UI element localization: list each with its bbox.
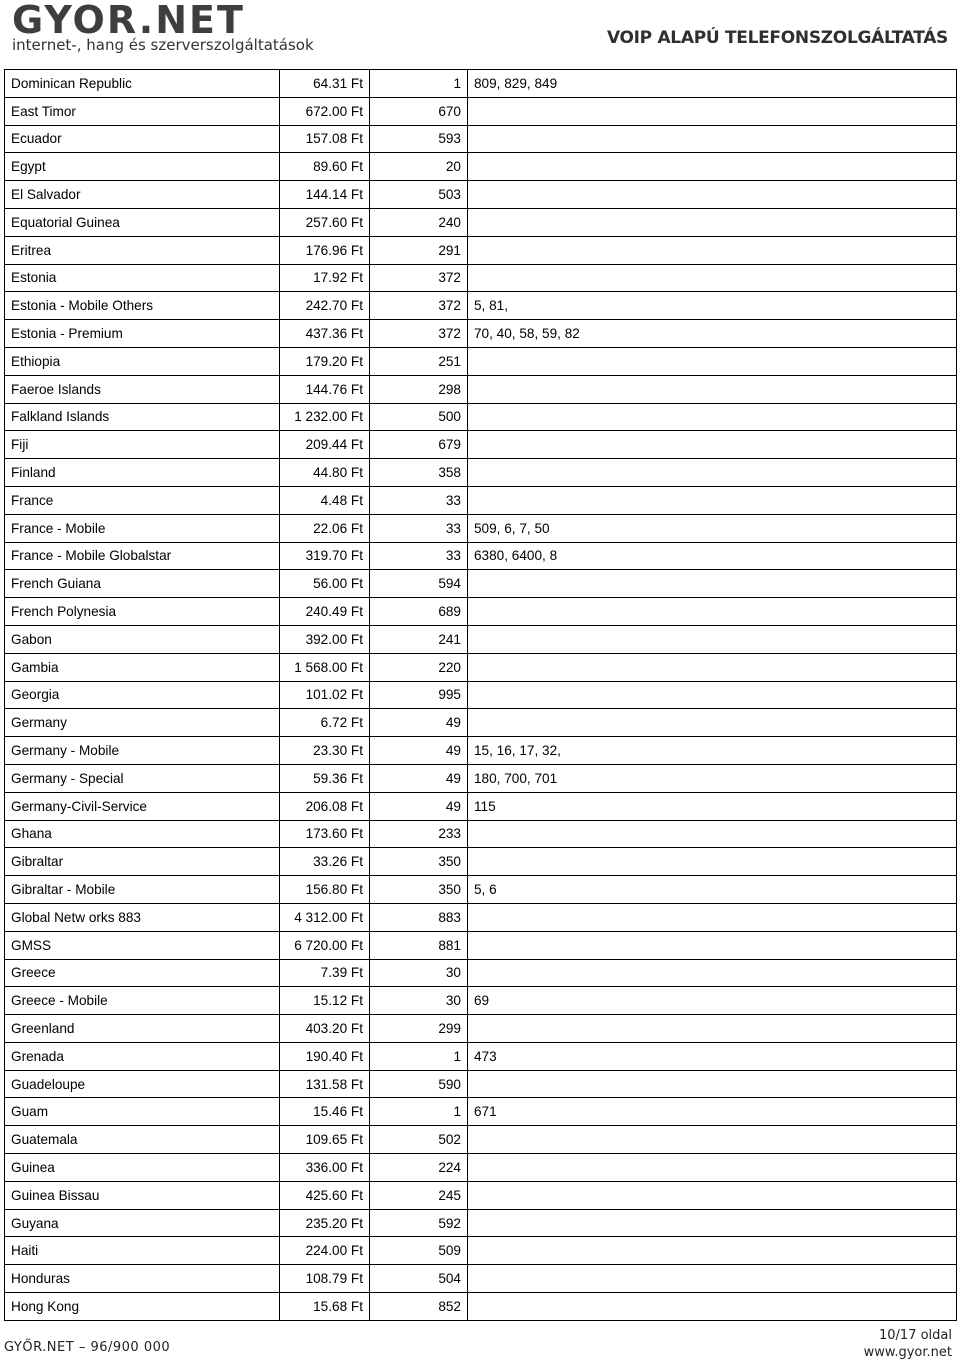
rate-area-codes: [468, 931, 957, 959]
rate-prefix: 1: [370, 1098, 468, 1126]
rate-price: 101.02 Ft: [280, 681, 370, 709]
rate-prefix: 241: [370, 625, 468, 653]
website-link[interactable]: www.gyor.net: [863, 1345, 952, 1360]
rate-country: El Salvador: [5, 181, 280, 209]
rate-price: 173.60 Ft: [280, 820, 370, 848]
table-row: [5, 653, 957, 681]
rate-country: Gabon: [5, 625, 280, 653]
rate-prefix: 220: [370, 653, 468, 681]
rate-price: 144.14 Ft: [280, 181, 370, 209]
rate-price: 7.39 Ft: [280, 959, 370, 987]
rate-country: Germany - Special: [5, 764, 280, 792]
rate-area-codes: [468, 625, 957, 653]
rate-area-codes: [468, 375, 957, 403]
table-row: [5, 403, 957, 431]
rate-area-codes: 5, 81,: [468, 292, 957, 320]
rate-prefix: 224: [370, 1154, 468, 1182]
rate-country: Estonia - Premium: [5, 320, 280, 348]
rate-country: Global Netw orks 883: [5, 903, 280, 931]
rate-country: Dominican Republic: [5, 70, 280, 98]
rate-price: 64.31 Ft: [280, 70, 370, 98]
rate-prefix: 298: [370, 375, 468, 403]
table-row: [5, 792, 957, 820]
rate-country: Greece: [5, 959, 280, 987]
table-row: [5, 431, 957, 459]
page-number: 10/17 oldal: [879, 1328, 952, 1343]
rate-area-codes: [468, 403, 957, 431]
rate-price: 15.12 Ft: [280, 987, 370, 1015]
rate-country: Hong Kong: [5, 1293, 280, 1321]
rate-prefix: 240: [370, 208, 468, 236]
rate-price: 109.65 Ft: [280, 1126, 370, 1154]
table-row: [5, 97, 957, 125]
footer-company: GYŐR.NET – 96/900 000: [4, 1340, 171, 1355]
rate-prefix: 33: [370, 514, 468, 542]
table-row: [5, 1098, 957, 1126]
rate-country: Guinea: [5, 1154, 280, 1182]
rate-area-codes: [468, 709, 957, 737]
rate-area-codes: 70, 40, 58, 59, 82: [468, 320, 957, 348]
table-row: [5, 1126, 957, 1154]
rate-area-codes: [468, 1293, 957, 1321]
rate-prefix: 502: [370, 1126, 468, 1154]
table-row: [5, 625, 957, 653]
rate-prefix: 881: [370, 931, 468, 959]
rate-prefix: 49: [370, 792, 468, 820]
rate-country: France - Mobile: [5, 514, 280, 542]
rate-price: 242.70 Ft: [280, 292, 370, 320]
rate-country: Greenland: [5, 1015, 280, 1043]
rate-prefix: 245: [370, 1181, 468, 1209]
rate-prefix: 291: [370, 236, 468, 264]
rate-area-codes: [468, 153, 957, 181]
rate-country: Ecuador: [5, 125, 280, 153]
table-row: [5, 876, 957, 904]
rate-prefix: 30: [370, 987, 468, 1015]
table-row: [5, 820, 957, 848]
rate-country: Ghana: [5, 820, 280, 848]
rate-area-codes: [468, 486, 957, 514]
rate-prefix: 233: [370, 820, 468, 848]
rate-area-codes: 180, 700, 701: [468, 764, 957, 792]
rate-area-codes: [468, 1126, 957, 1154]
rate-price: 4.48 Ft: [280, 486, 370, 514]
rate-price: 23.30 Ft: [280, 737, 370, 765]
rate-price: 15.46 Ft: [280, 1098, 370, 1126]
rate-prefix: 883: [370, 903, 468, 931]
rate-country: Gambia: [5, 653, 280, 681]
rate-price: 15.68 Ft: [280, 1293, 370, 1321]
rate-country: Fiji: [5, 431, 280, 459]
rate-area-codes: [468, 97, 957, 125]
rate-country: Ethiopia: [5, 347, 280, 375]
rate-area-codes: [468, 598, 957, 626]
rate-country: French Guiana: [5, 570, 280, 598]
table-row: [5, 459, 957, 487]
rate-country: Germany-Civil-Service: [5, 792, 280, 820]
rate-prefix: 594: [370, 570, 468, 598]
rate-country: Equatorial Guinea: [5, 208, 280, 236]
rate-country: Haiti: [5, 1237, 280, 1265]
rate-country: Guatemala: [5, 1126, 280, 1154]
rate-country: Honduras: [5, 1265, 280, 1293]
company-logo: GYOR.NET: [12, 0, 245, 42]
rate-country: Greece - Mobile: [5, 987, 280, 1015]
rate-country: Guyana: [5, 1209, 280, 1237]
table-row: [5, 1209, 957, 1237]
rate-prefix: 49: [370, 764, 468, 792]
rate-price: 1 568.00 Ft: [280, 653, 370, 681]
rate-prefix: 689: [370, 598, 468, 626]
rate-area-codes: [468, 1070, 957, 1098]
rate-area-codes: [468, 459, 957, 487]
rate-prefix: 299: [370, 1015, 468, 1043]
rate-area-codes: [468, 1154, 957, 1182]
rate-area-codes: 671: [468, 1098, 957, 1126]
rate-country: Germany: [5, 709, 280, 737]
rate-price: 176.96 Ft: [280, 236, 370, 264]
table-row: [5, 681, 957, 709]
rate-area-codes: [468, 1181, 957, 1209]
rate-price: 1 232.00 Ft: [280, 403, 370, 431]
table-row: [5, 292, 957, 320]
rate-country: GMSS: [5, 931, 280, 959]
rate-price: 206.08 Ft: [280, 792, 370, 820]
table-row: [5, 598, 957, 626]
rate-price: 437.36 Ft: [280, 320, 370, 348]
rate-prefix: 49: [370, 709, 468, 737]
rate-area-codes: [468, 1209, 957, 1237]
rate-prefix: 995: [370, 681, 468, 709]
table-row: [5, 570, 957, 598]
table-row: [5, 1015, 957, 1043]
company-tagline: internet-, hang és szerverszolgáltatások: [12, 36, 314, 54]
table-row: [5, 1237, 957, 1265]
rate-country: East Timor: [5, 97, 280, 125]
rate-prefix: 49: [370, 737, 468, 765]
rate-prefix: 33: [370, 486, 468, 514]
rate-area-codes: 809, 829, 849: [468, 70, 957, 98]
table-row: [5, 931, 957, 959]
table-row: [5, 320, 957, 348]
rate-price: 235.20 Ft: [280, 1209, 370, 1237]
rate-price: 209.44 Ft: [280, 431, 370, 459]
rate-prefix: 592: [370, 1209, 468, 1237]
rate-price: 22.06 Ft: [280, 514, 370, 542]
rate-area-codes: 15, 16, 17, 32,: [468, 737, 957, 765]
rate-area-codes: [468, 347, 957, 375]
rate-area-codes: [468, 1265, 957, 1293]
rate-country: France: [5, 486, 280, 514]
rate-prefix: 1: [370, 1042, 468, 1070]
rate-prefix: 372: [370, 320, 468, 348]
table-row: [5, 125, 957, 153]
table-row: [5, 486, 957, 514]
rate-area-codes: [468, 681, 957, 709]
rate-prefix: 33: [370, 542, 468, 570]
rate-price: 89.60 Ft: [280, 153, 370, 181]
rate-price: 392.00 Ft: [280, 625, 370, 653]
rate-price: 156.80 Ft: [280, 876, 370, 904]
rate-price: 56.00 Ft: [280, 570, 370, 598]
table-row: [5, 1293, 957, 1321]
rate-area-codes: [468, 125, 957, 153]
rate-prefix: 504: [370, 1265, 468, 1293]
rate-price: 240.49 Ft: [280, 598, 370, 626]
rate-area-codes: 509, 6, 7, 50: [468, 514, 957, 542]
rate-prefix: 670: [370, 97, 468, 125]
rate-area-codes: [468, 903, 957, 931]
rate-prefix: 503: [370, 181, 468, 209]
rate-price: 131.58 Ft: [280, 1070, 370, 1098]
rate-price: 190.40 Ft: [280, 1042, 370, 1070]
rate-country: Guam: [5, 1098, 280, 1126]
rate-country: Gibraltar: [5, 848, 280, 876]
table-row: [5, 903, 957, 931]
rate-country: Guadeloupe: [5, 1070, 280, 1098]
rate-area-codes: [468, 570, 957, 598]
table-row: [5, 1154, 957, 1182]
rate-price: 108.79 Ft: [280, 1265, 370, 1293]
rate-price: 33.26 Ft: [280, 848, 370, 876]
rate-prefix: 500: [370, 403, 468, 431]
rate-country: Faeroe Islands: [5, 375, 280, 403]
rate-country: Estonia: [5, 264, 280, 292]
table-row: [5, 264, 957, 292]
rate-area-codes: 115: [468, 792, 957, 820]
rate-country: Georgia: [5, 681, 280, 709]
rate-area-codes: 69: [468, 987, 957, 1015]
table-row: [5, 153, 957, 181]
rate-price: 44.80 Ft: [280, 459, 370, 487]
rate-prefix: 852: [370, 1293, 468, 1321]
table-row: [5, 1265, 957, 1293]
rate-price: 336.00 Ft: [280, 1154, 370, 1182]
rate-area-codes: [468, 208, 957, 236]
rates-table-body: [5, 70, 957, 1321]
rate-area-codes: [468, 653, 957, 681]
page-header: [0, 0, 960, 62]
table-row: [5, 1181, 957, 1209]
rate-price: 144.76 Ft: [280, 375, 370, 403]
table-row: [5, 737, 957, 765]
rate-prefix: 372: [370, 292, 468, 320]
table-row: [5, 709, 957, 737]
table-row: [5, 514, 957, 542]
table-row: [5, 70, 957, 98]
rate-country: Finland: [5, 459, 280, 487]
rate-price: 4 312.00 Ft: [280, 903, 370, 931]
rate-prefix: 30: [370, 959, 468, 987]
rate-area-codes: 473: [468, 1042, 957, 1070]
rate-country: Eritrea: [5, 236, 280, 264]
table-row: [5, 764, 957, 792]
rate-area-codes: [468, 264, 957, 292]
rate-prefix: 251: [370, 347, 468, 375]
rate-prefix: 372: [370, 264, 468, 292]
rate-price: 319.70 Ft: [280, 542, 370, 570]
table-row: [5, 375, 957, 403]
rate-price: 257.60 Ft: [280, 208, 370, 236]
rate-country: Gibraltar - Mobile: [5, 876, 280, 904]
rates-table: [4, 69, 957, 1321]
table-row: [5, 236, 957, 264]
rate-country: Guinea Bissau: [5, 1181, 280, 1209]
rate-price: 6.72 Ft: [280, 709, 370, 737]
rate-prefix: 590: [370, 1070, 468, 1098]
rate-country: France - Mobile Globalstar: [5, 542, 280, 570]
rate-area-codes: [468, 181, 957, 209]
rate-area-codes: [468, 959, 957, 987]
rate-price: 6 720.00 Ft: [280, 931, 370, 959]
rate-prefix: 20: [370, 153, 468, 181]
rate-price: 672.00 Ft: [280, 97, 370, 125]
rate-area-codes: [468, 1237, 957, 1265]
rate-price: 59.36 Ft: [280, 764, 370, 792]
rate-price: 179.20 Ft: [280, 347, 370, 375]
rate-area-codes: [468, 431, 957, 459]
rate-prefix: 679: [370, 431, 468, 459]
rate-price: 403.20 Ft: [280, 1015, 370, 1043]
rate-country: Estonia - Mobile Others: [5, 292, 280, 320]
rate-country: Egypt: [5, 153, 280, 181]
rate-price: 425.60 Ft: [280, 1181, 370, 1209]
rate-prefix: 350: [370, 876, 468, 904]
rate-area-codes: [468, 1015, 957, 1043]
table-row: [5, 181, 957, 209]
rate-prefix: 358: [370, 459, 468, 487]
table-row: [5, 347, 957, 375]
table-row: [5, 987, 957, 1015]
rate-country: Germany - Mobile: [5, 737, 280, 765]
footer-right: [864, 1327, 952, 1361]
rate-area-codes: [468, 820, 957, 848]
rate-area-codes: [468, 236, 957, 264]
rate-price: 157.08 Ft: [280, 125, 370, 153]
rate-country: French Polynesia: [5, 598, 280, 626]
rate-prefix: 593: [370, 125, 468, 153]
rate-prefix: 1: [370, 70, 468, 98]
rate-area-codes: [468, 848, 957, 876]
rate-country: Grenada: [5, 1042, 280, 1070]
section-title: VOIP ALAPÚ TELEFONSZOLGÁLTATÁS: [606, 28, 948, 48]
table-row: [5, 1070, 957, 1098]
rate-country: Falkland Islands: [5, 403, 280, 431]
rate-area-codes: 6380, 6400, 8: [468, 542, 957, 570]
rate-price: 17.92 Ft: [280, 264, 370, 292]
table-row: [5, 1042, 957, 1070]
table-row: [5, 208, 957, 236]
table-row: [5, 959, 957, 987]
rate-prefix: 509: [370, 1237, 468, 1265]
rate-prefix: 350: [370, 848, 468, 876]
rate-area-codes: 5, 6: [468, 876, 957, 904]
table-row: [5, 542, 957, 570]
table-row: [5, 848, 957, 876]
rate-price: 224.00 Ft: [280, 1237, 370, 1265]
